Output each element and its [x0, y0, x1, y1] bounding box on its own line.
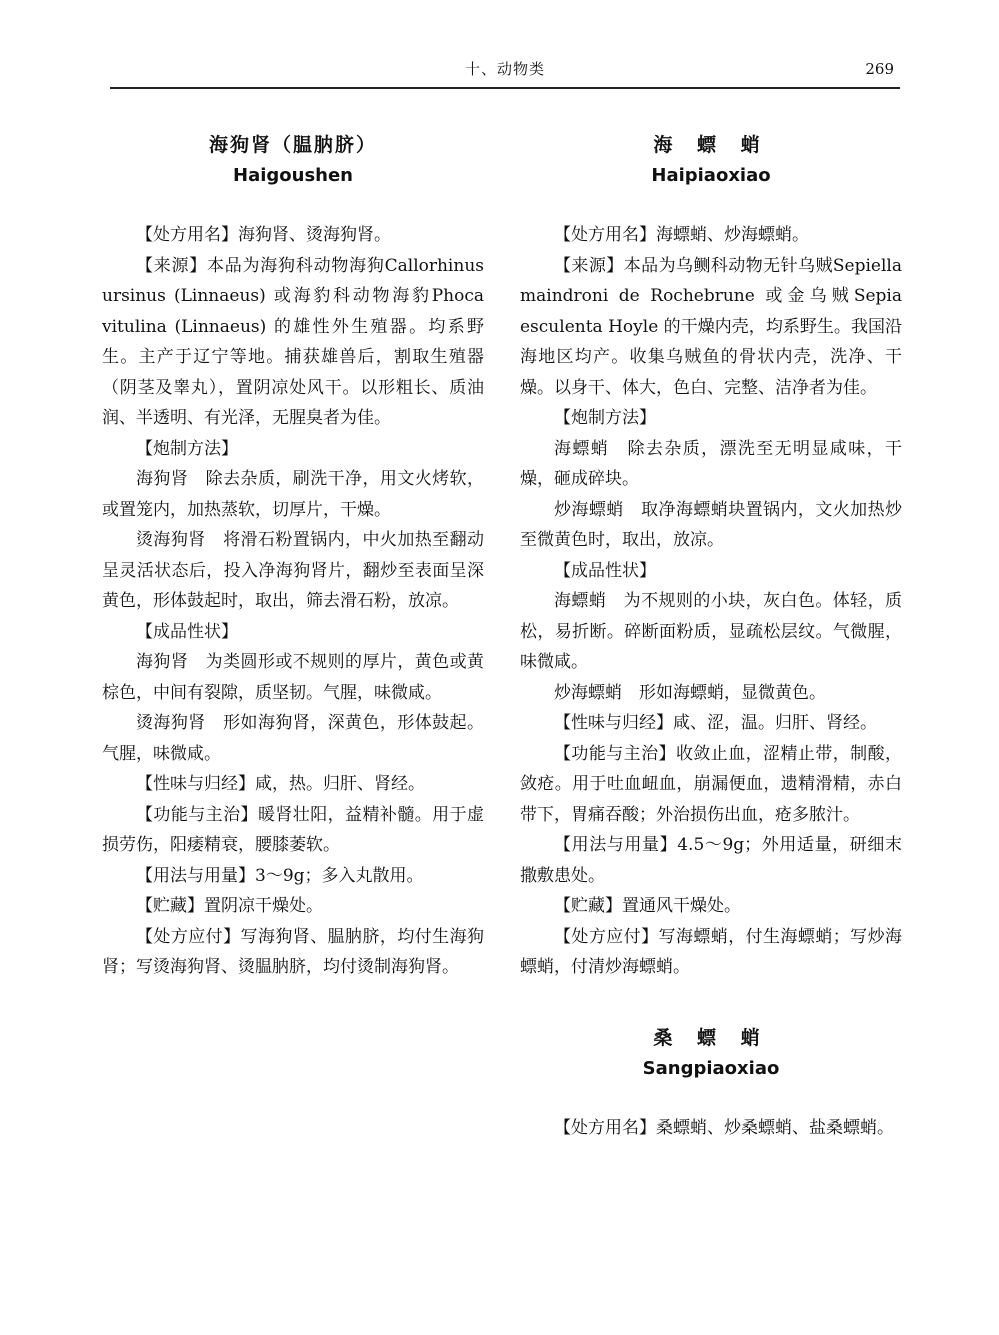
paragraph: 【性味与归经】咸、涩，温。归肝、肾经。 [554, 713, 877, 733]
entry-title-haigoushen [102, 130, 484, 192]
paragraph: 炒海螵蛸 取净海螵蛸块置锅内，文火加热炒至微黄色时，取出，放凉。 [520, 499, 902, 550]
paragraph: 海螵蛸 除去杂质，漂洗至无明显咸味，干燥，砸成碎块。 [520, 438, 902, 489]
paragraph: 炒海螵蛸 形如海螵蛸，显微黄色。 [554, 682, 826, 703]
paragraph: 【贮藏】置阴凉干燥处。 [136, 896, 323, 916]
paragraph: 【处方应付】写海螵蛸，付生海螵蛸；写炒海螵蛸，付清炒海螵蛸。 [520, 926, 902, 977]
page-number: 269 [865, 60, 894, 78]
entry-title-cn: 海狗肾（腽肭脐） [208, 134, 377, 156]
paragraph: 【处方用名】海螵蛸、炒海螵蛸。 [554, 225, 809, 245]
header-rule [110, 87, 900, 89]
paragraph: 【功能与主治】暖肾壮阳，益精补髓。用于虚损劳伤，阳痿精衰，腰膝萎软。 [102, 804, 484, 855]
paragraph: 【用法与用量】4.5～9g；外用适量，研细末撒敷患处。 [520, 835, 902, 886]
running-head: 十、动物类 [465, 60, 546, 78]
entry-title-cn: 桑 螵 蛸 [653, 1026, 769, 1049]
paragraph: 【来源】本品为乌鲗科动物无针乌贼Sepiella maindroni de Rochebrune 或金乌贼Sepia esculenta Hoyle 的干燥内壳，均系野生。我国沿海地区均产。收集乌贼鱼的骨状内壳，洗净、干燥。以身干、体大，色白、完整、洁净者为佳。 [520, 255, 902, 398]
paragraph: 【性味与归经】咸，热。归肝、肾经。 [136, 774, 425, 794]
section-heading: 【成品性状】 [136, 621, 238, 642]
paragraph: 烫海狗肾 将滑石粉置锅内，中火加热至翻动呈灵活状态后，投入净海狗肾片，翻炒至表面呈深黄色，形体鼓起时，取出，筛去滑石粉，放凉。 [102, 530, 484, 611]
paragraph: 海狗肾 为类圆形或不规则的厚片，黄色或黄棕色，中间有裂隙，质坚韧。气腥，味微咸。 [102, 652, 484, 703]
section-heading: 【炮制方法】 [554, 408, 656, 428]
paragraph: 【来源】本品为海狗科动物海狗Callorhinus ursinus (Linnaeus) 或海豹科动物海豹Phoca vitulina (Linnaeus) 的雄性外生殖器。均系野生。主产于辽宁等地。捕获雄兽后，割取生殖器（阴茎及睾丸），置阴凉处风干。以形粗长、质油润、半透明、有光泽，无腥臭者为佳。 [102, 255, 484, 428]
section-heading: 【成品性状】 [554, 560, 656, 581]
page-header [110, 52, 900, 92]
right-column [520, 130, 902, 1143]
entry-title-sangpiaoxiao [520, 1023, 902, 1085]
entry-title-pinyin: Haigoushen [233, 165, 353, 186]
paragraph: 烫海狗肾 形如海狗肾，深黄色，形体鼓起。气腥，味微咸。 [102, 713, 484, 764]
paragraph: 【功能与主治】收敛止血，涩精止带，制酸，敛疮。用于吐血衄血，崩漏便血，遗精滑精，赤白带下，胃痛吞酸；外治损伤出血，疮多脓汁。 [520, 743, 902, 825]
paragraph: 海螵蛸 为不规则的小块，灰白色。体轻，质松，易折断。碎断面粉质，显疏松层纹。气微腥，味微咸。 [520, 591, 902, 672]
entry-title-pinyin: Sangpiaoxiao [642, 1057, 780, 1079]
entry-title-haipiaoxiao [520, 130, 902, 192]
entry-title-cn: 海 螵 蛸 [653, 134, 769, 156]
paragraph: 【处方应付】写海狗肾、腽肭脐，均付生海狗肾；写烫海狗肾、烫腽肭脐，均付烫制海狗肾。 [102, 926, 484, 977]
entry-spacer [520, 983, 902, 1023]
paragraph: 【处方用名】桑螵蛸、炒桑螵蛸、盐桑螵蛸。 [554, 1117, 894, 1138]
paragraph: 海狗肾 除去杂质，刷洗干净，用文火烤软，或置笼内，加热蒸软，切厚片，干燥。 [102, 469, 484, 520]
section-heading: 【炮制方法】 [136, 438, 238, 459]
left-column [102, 130, 484, 983]
paragraph: 【用法与用量】3～9g；多入丸散用。 [136, 865, 424, 886]
paragraph: 【贮藏】置通风干燥处。 [554, 896, 741, 916]
entry-title-pinyin: Haipiaoxiao [651, 165, 771, 186]
paragraph: 【处方用名】海狗肾、烫海狗肾。 [136, 225, 391, 245]
